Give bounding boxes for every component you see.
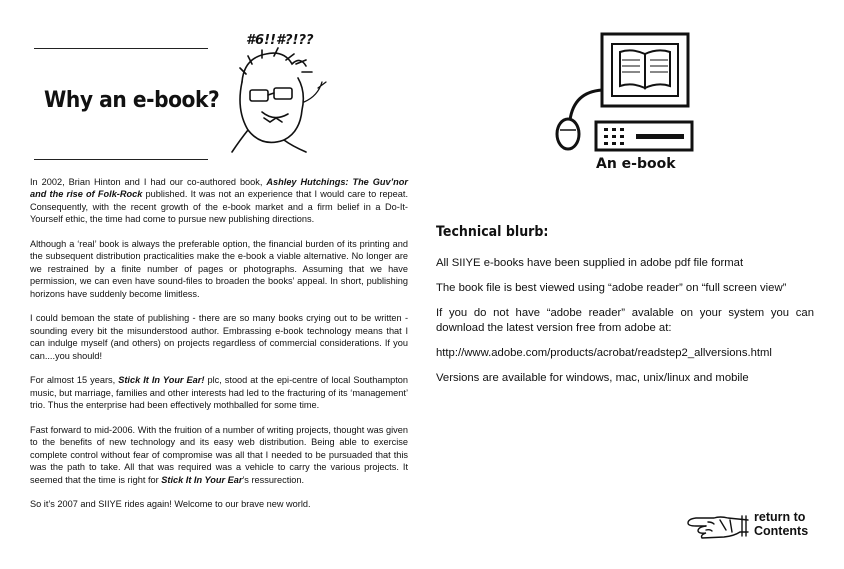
ebook-logo-label: An e-book xyxy=(596,156,676,172)
technical-paragraph-3: If you do not have “adobe reader” avalable on your system you can download the latest version free from adobe at: xyxy=(436,307,814,334)
intro-paragraph-4: For almost 15 years, Stick It In Your Ear! plc, stood at the epi-centre of local Southampton music, but marriage, families and other interests had led to the fracturing of its ‘management’ trio. Thus the enterprise had been effectively mothballed for some time. xyxy=(30,375,408,411)
ebook-computer-icon xyxy=(552,30,702,172)
intro-paragraph-1: In 2002, Brian Hinton and I had our co-authored book, Ashley Hutchings: The Guv’nor and the rise of Folk-Rock published. It was not an experience that I would care to repeat. Consequently, with the recent growth of the e-book market and a firm belief in a Do-It-Yourself ethic, the time had come to pursue new publishing directions. xyxy=(30,177,408,225)
company-name: Stick It In Your Ear! xyxy=(118,375,205,386)
top-divider xyxy=(34,48,208,49)
pointing-hand-icon xyxy=(684,510,750,540)
company-name: Stick It In Your Ear xyxy=(161,474,243,485)
technical-paragraph-4: Versions are available for windows, mac, unix/linux and mobile xyxy=(436,372,749,384)
intro-paragraph-3: I could bemoan the state of publishing - there are so many books crying out to be written - sounding every bit the misunderstood author. Embrassing e-book technology means that I can indulge myself (and others) on projects regardless of commercial considerations. If you can....you should! xyxy=(30,313,408,361)
technical-paragraph-1: All SIIYE e-books have been supplied in adobe pdf file format xyxy=(436,257,744,269)
intro-paragraph-6: So it’s 2007 and SIIYE rides again! Welcome to our brave new world. xyxy=(30,499,311,510)
technical-heading: Technical blurb: xyxy=(436,224,549,240)
intro-paragraph-2: Although a ‘real’ book is always the preferable option, the financial burden of its printing and the subsequent distribution practicalities make the e-book a viable alternative. No longer are we restrained by a finite number of pages or photographs. Assuming that we have permission, we can even have sound-files to broaden the books’ appeal. In short, publishing horizons have suddenly become limitless. xyxy=(30,239,408,299)
return-to-contents-link[interactable] xyxy=(684,508,824,542)
intro-paragraph-5: Fast forward to mid-2006. With the fruition of a number of writing projects, thought was given to the benefits of new technology and its easy web distribution. Being able to exercise complete control without fear of compromise was all that I needed to be pursuaded that this was the path to take. All that was required was a vehicle to carry the various projects. It seemed that the time is right for Stick It In Your Ear’s ressurection. xyxy=(30,425,408,485)
bottom-divider xyxy=(34,159,208,160)
page-title: Why an e-book? xyxy=(44,88,220,113)
author-caricature-icon xyxy=(222,30,334,156)
technical-paragraph-2: The book file is best viewed using “adobe reader” on “full screen view” xyxy=(436,282,787,294)
book-title: Ashley Hutchings: The Guv’nor and the rise of Folk-Rock xyxy=(30,177,408,200)
return-label: return to Contents xyxy=(754,510,809,538)
caricature-caption: #6!!#?!?? xyxy=(246,33,314,48)
technical-text xyxy=(436,256,814,396)
intro-text xyxy=(30,176,408,523)
adobe-download-url: http://www.adobe.com/products/acrobat/readstep2_allversions.html xyxy=(436,347,772,359)
